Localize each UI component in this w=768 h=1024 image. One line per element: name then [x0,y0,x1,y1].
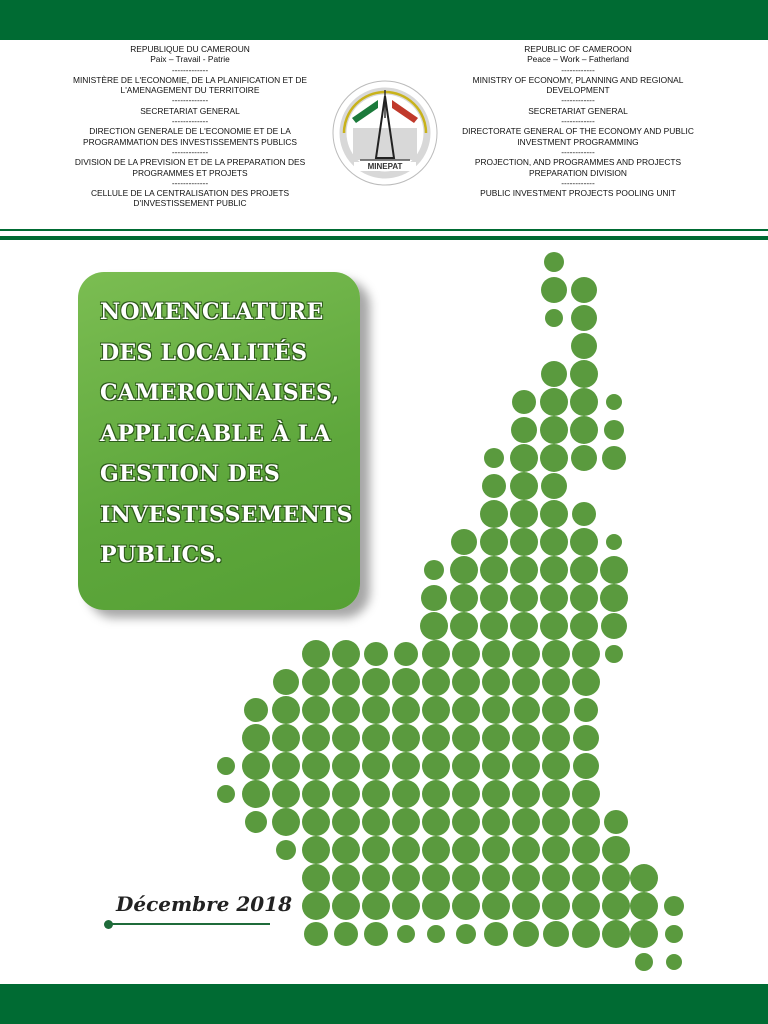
map-dot [570,612,598,640]
map-dot [572,864,600,892]
map-dot [364,642,388,666]
map-dot [513,921,539,947]
map-dot [450,612,478,640]
map-dot [512,808,540,836]
map-dot [394,642,418,666]
map-dot [304,922,328,946]
map-dot [302,892,330,920]
map-dot [540,500,568,528]
map-dot [452,724,480,752]
map-dot [484,448,504,468]
title-line: PUBLICS. [100,542,223,568]
map-dot [302,836,330,864]
map-dot [302,864,330,892]
map-dot [364,922,388,946]
map-dot [572,502,596,526]
map-dot [571,333,597,359]
map-dot [542,808,570,836]
map-dot [482,640,510,668]
country-en: REPUBLIC OF CAMEROON [524,44,632,54]
map-dot [600,584,628,612]
map-dot [451,529,477,555]
map-dot [362,724,390,752]
separator: ------------- [171,116,209,127]
title-line: APPLICABLE À LA [100,420,331,447]
map-dot [574,698,598,722]
separator: ------------- [171,177,209,188]
map-dot [540,612,568,640]
map-dot [572,808,600,836]
map-dot [570,556,598,584]
document-title [100,292,356,576]
map-dot [242,752,270,780]
map-dot [452,864,480,892]
map-dot [217,757,235,775]
map-dot [422,892,450,920]
map-dot [392,724,420,752]
map-dot [571,277,597,303]
separator: ------------- [171,64,209,75]
map-dot [452,892,480,920]
map-dot [600,556,628,584]
map-dot [427,925,445,943]
map-dot [542,752,570,780]
map-dot [332,724,360,752]
motto-fr: Paix – Travail - Patrie [150,54,230,65]
map-dot [482,752,510,780]
map-dot [392,752,420,780]
map-dot [512,696,540,724]
map-dot [362,808,390,836]
map-dot [664,896,684,916]
map-dot [602,864,630,892]
map-dot [452,808,480,836]
map-dot [601,613,627,639]
map-dot [273,669,299,695]
map-dot [511,417,537,443]
map-dot [540,528,568,556]
map-dot [332,668,360,696]
map-dot [542,892,570,920]
title-line: CAMEROUNAISES, [100,380,340,406]
map-dot [276,840,296,860]
map-dot [362,836,390,864]
map-dot [630,920,658,948]
map-dot [421,585,447,611]
map-dot [480,500,508,528]
map-dot [510,612,538,640]
map-dot [422,752,450,780]
map-dot [422,668,450,696]
map-dot [332,696,360,724]
map-dot [332,864,360,892]
map-dot [422,640,450,668]
map-dot [542,724,570,752]
map-dot [510,472,538,500]
map-dot [242,724,270,752]
map-dot [302,640,330,668]
map-dot [332,780,360,808]
map-dot [542,864,570,892]
map-dot [604,420,624,440]
map-dot [392,892,420,920]
map-dot [482,892,510,920]
date-bullet [104,920,113,929]
map-dot [452,780,480,808]
map-dot [302,752,330,780]
map-dot [572,920,600,948]
map-dot [242,780,270,808]
map-dot [512,752,540,780]
map-dot [392,696,420,724]
map-dot [570,388,598,416]
map-dot [545,309,563,327]
map-dot [452,696,480,724]
map-dot [512,892,540,920]
map-dot [424,560,444,580]
map-dot [604,810,628,834]
map-dot [422,724,450,752]
map-dot [572,640,600,668]
publication-date: Décembre 2018 [116,892,293,916]
map-dot [573,753,599,779]
title-box [78,272,360,610]
map-dot [482,724,510,752]
map-dot [482,808,510,836]
map-dot [450,556,478,584]
map-dot [544,252,564,272]
secretariat-en: SECRETARIAT GENERAL [528,105,628,116]
map-dot [543,921,569,947]
map-dot [480,556,508,584]
map-dot [542,668,570,696]
map-dot [450,584,478,612]
map-dot [392,780,420,808]
separator: ------------ [561,95,595,106]
map-dot [512,390,536,414]
map-dot [510,500,538,528]
map-dot [510,444,538,472]
map-dot [630,864,658,892]
map-dot [484,922,508,946]
division-en: PROJECTION, AND PROGRAMMES AND PROJECTS PREPARATION DIVISION [474,157,682,178]
map-dot [420,612,448,640]
map-dot [602,836,630,864]
map-dot [630,892,658,920]
map-dot [542,780,570,808]
map-dot [272,724,300,752]
map-dot [571,445,597,471]
map-dot [482,780,510,808]
map-dot [572,668,600,696]
map-dot [540,388,568,416]
map-dot [570,360,598,388]
map-dot [302,780,330,808]
map-dot [542,696,570,724]
map-dot [332,808,360,836]
map-dot [510,528,538,556]
map-dot [244,698,268,722]
map-dot [456,924,476,944]
map-dot [541,473,567,499]
map-dot [510,584,538,612]
map-dot [480,584,508,612]
map-dot [302,696,330,724]
map-dot [666,954,682,970]
map-dot [217,785,235,803]
map-dot [332,752,360,780]
map-dot [422,696,450,724]
map-dot [302,724,330,752]
map-dot [272,752,300,780]
date-underline [110,923,270,925]
map-dot [602,446,626,470]
separator: ------------ [561,64,595,75]
map-dot [452,668,480,696]
map-dot [482,474,506,498]
map-dot [272,780,300,808]
map-dot [541,277,567,303]
map-dot [392,836,420,864]
map-dot [362,780,390,808]
map-dot [571,305,597,331]
map-dot [332,836,360,864]
directorate-en: DIRECTORATE GENERAL OF THE ECONOMY AND PUBLIC INVESTMENT PROGRAMMING [462,126,694,147]
country-fr: REPUBLIQUE DU CAMEROUN [130,44,250,54]
map-dot [570,528,598,556]
title-line: DES LOCALITÉS [100,339,308,366]
map-dot [482,836,510,864]
map-dot [392,808,420,836]
map-dot [572,892,600,920]
map-dot [452,752,480,780]
map-dot [605,645,623,663]
map-dot [452,836,480,864]
map-dot [573,725,599,751]
cell-fr: CELLULE DE LA CENTRALISATION DES PROJETS D'INVESTISSEMENT PUBLIC [90,188,290,209]
map-dot [510,556,538,584]
map-dot [362,696,390,724]
separator: ------------- [171,146,209,157]
map-dot [422,836,450,864]
map-dot [362,892,390,920]
map-dot [482,864,510,892]
directorate-fr: DIRECTION GENERALE DE L'ECONOMIE ET DE LA PROGRAMMATION DES INVESTISSEMENTS PUBLICS [83,126,297,147]
separator: ------------ [561,116,595,127]
map-dot [540,416,568,444]
motto-en: Peace – Work – Fatherland [527,54,629,65]
title-line: INVESTISSEMENTS [100,501,353,528]
title-line: NOMENCLATURE [100,299,324,325]
map-dot [572,780,600,808]
ministry-en: MINISTRY OF ECONOMY, PLANNING AND REGIONAL DEVELOPMENT [472,74,684,96]
map-dot [512,864,540,892]
map-dot [302,668,330,696]
map-dot [422,780,450,808]
map-dot [334,922,358,946]
bottom-green-band [0,984,768,1024]
map-dot [542,836,570,864]
map-dot [540,444,568,472]
secretariat-fr: SECRETARIAT GENERAL [140,105,240,116]
map-dot [512,640,540,668]
map-dot [422,808,450,836]
map-dot [482,668,510,696]
title-line: GESTION DES [100,461,281,487]
map-dot [512,668,540,696]
map-dot [480,528,508,556]
map-dot [272,808,300,836]
map-dot [512,780,540,808]
map-dot [570,584,598,612]
map-dot [572,836,600,864]
map-dot [362,752,390,780]
map-dot [332,640,360,668]
logo-label: MINEPAT [367,162,403,171]
division-fr: DIVISION DE LA PREVISION ET DE LA PREPARATION DES PROGRAMMES ET PROJETS [74,157,306,178]
map-dot [606,394,622,410]
map-dot [272,696,300,724]
cell-en: PUBLIC INVESTMENT PROJECTS POOLING UNIT [480,188,676,199]
map-dot [540,584,568,612]
map-dot [602,920,630,948]
map-dot [397,925,415,943]
map-dot [332,892,360,920]
map-dot [392,864,420,892]
map-dot [542,640,570,668]
map-dot [422,864,450,892]
map-dot [512,724,540,752]
separator: ------------- [171,95,209,106]
map-dot [665,925,683,943]
map-dot [362,864,390,892]
map-dot [606,534,622,550]
map-dot [482,696,510,724]
map-dot [245,811,267,833]
separator: ------------ [561,146,595,157]
map-dot [392,668,420,696]
separator: ------------ [561,177,595,188]
map-dot [512,836,540,864]
map-dot [480,612,508,640]
map-dot [570,416,598,444]
ministry-fr: MINISTÈRE DE L'ECONOMIE, DE LA PLANIFICATION ET DE L'AMENAGEMENT DU TERRITOIRE [73,74,307,96]
map-dot [540,556,568,584]
map-dot [362,668,390,696]
map-dot [541,361,567,387]
map-dot [602,892,630,920]
map-dot [302,808,330,836]
map-dot [635,953,653,971]
map-dot [452,640,480,668]
